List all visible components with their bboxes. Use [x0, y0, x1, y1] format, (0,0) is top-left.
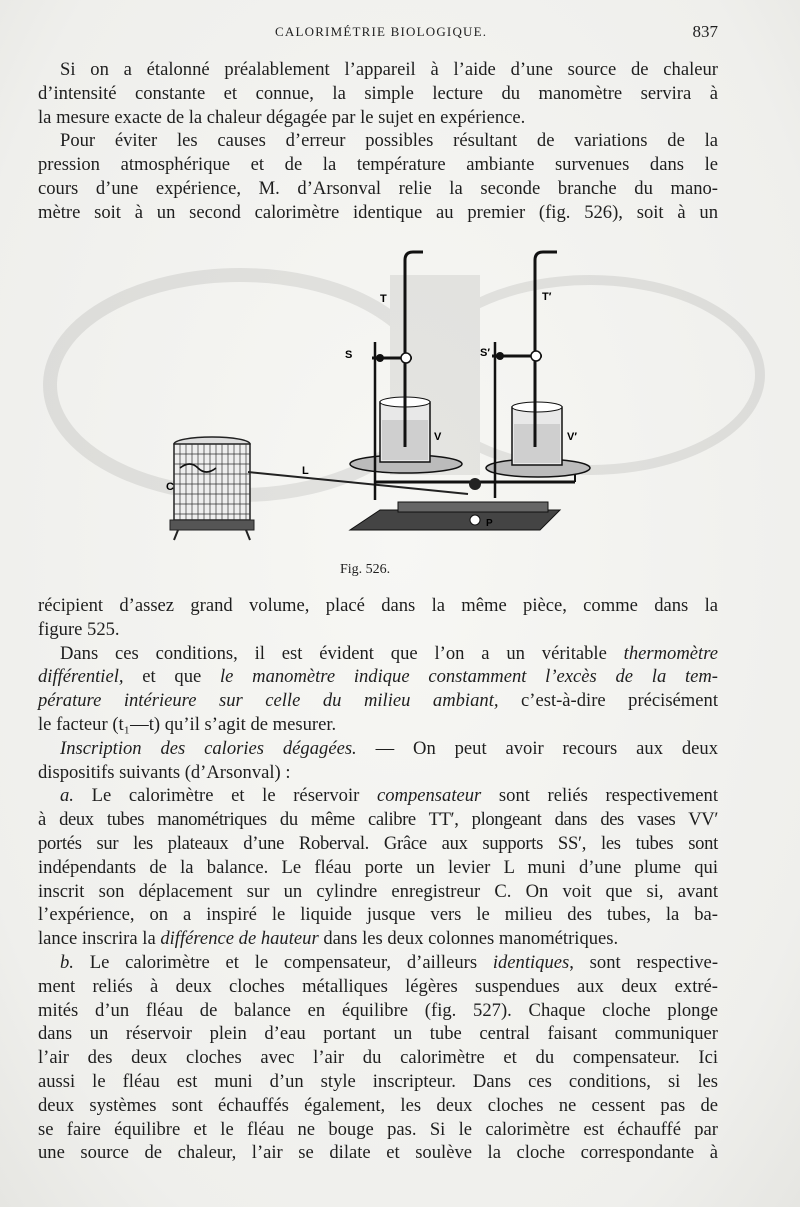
text-line: mètre soit à un second calorimètre identique au premier (fig. 526), soit à un	[38, 201, 718, 223]
lower-text-block	[38, 594, 718, 1165]
text-line: pression atmosphérique et de la température ambiante survenues dans le	[38, 154, 718, 176]
text-line: dans un réservoir plein d’eau portant un tube central faisant communiquer	[38, 1023, 718, 1045]
text-line: le facteur (t₁—t) qu’il s’agit de mesurer.	[38, 713, 337, 735]
recording-cylinder	[170, 437, 254, 540]
figure-526-apparatus	[150, 232, 670, 552]
text-line: mités d’un fléau de balance en équilibre (fig. 527). Chaque cloche plonge	[38, 999, 718, 1021]
label-S: S	[345, 349, 353, 361]
text-line: à deux tubes manométriques du même calibre TT′, plongeant dans des vases VV′	[38, 809, 718, 831]
text-line: aussi le fléau est muni d’un style inscripteur. Dans ces conditions, si les	[38, 1070, 718, 1092]
label-T-prime: T′	[542, 291, 552, 303]
label-P: P	[486, 518, 493, 529]
text-line: la mesure exacte de la chaleur dégagée par le sujet en expérience.	[38, 106, 526, 128]
figure-caption: Fig. 526.	[340, 562, 391, 577]
text-line: lance inscrira la différence de hauteur dans les deux colonnes manométriques.	[38, 928, 619, 950]
text-line: b. Le calorimètre et le compensateur, d’ailleurs identiques, sont respective-	[60, 951, 719, 973]
text-line: d’intensité constante et connue, la simple lecture du manomètre servira à	[38, 82, 718, 104]
text-line: se faire équilibre et le fléau ne bouge pas. Si le calorimètre est échauffé par	[38, 1118, 718, 1140]
text-line: Si on a étalonné préalablement l’appareil à l’aide d’une source de chaleur	[60, 59, 718, 80]
text-line: ment reliés à deux cloches métalliques légères suspendues aux deux extré-	[38, 975, 718, 997]
text-line: a. Le calorimètre et le réservoir compensateur sont reliés respectivement	[60, 785, 718, 807]
text-line: pérature intérieure sur celle du milieu ambiant, c’est-à-dire précisément	[38, 690, 718, 712]
text-line: dispositifs suivants (d’Arsonval) :	[38, 761, 291, 783]
label-T: T	[380, 293, 387, 305]
running-title: CALORIMÉTRIE BIOLOGIQUE.	[275, 24, 488, 39]
label-V-prime: V′	[567, 431, 577, 443]
label-C: C	[166, 481, 174, 493]
text-line: Inscription des calories dégagées. — On peut avoir recours aux deux	[60, 737, 718, 759]
text-line: inscrit son déplacement sur un cylindre enregistreur C. On voit que si, avant	[38, 880, 718, 902]
label-L: L	[302, 465, 309, 477]
text-line: une source de chaleur, l’air se dilate et soulève la cloche correspondante à	[38, 1142, 718, 1164]
text-line: indépendants de la balance. Le fléau porte un levier L muni d’une plume qui	[38, 856, 718, 878]
label-V: V	[434, 431, 442, 443]
top-text-block	[38, 58, 718, 225]
text-line: deux systèmes sont échauffés également, les deux cloches ne cessent pas de	[38, 1094, 718, 1116]
text-line: cours d’une expérience, M. d’Arsonval relie la seconde branche du mano-	[38, 177, 718, 199]
text-line: récipient d’assez grand volume, placé dans la même pièce, comme dans la	[38, 595, 718, 616]
text-line: l’air des deux cloches avec l’air du calorimètre et du compensateur. Ici	[38, 1047, 718, 1069]
page-header	[60, 22, 720, 46]
text-line: différentiel, et que le manomètre indique constamment l’excès de la tem-	[38, 666, 719, 688]
text-line: l’expérience, on a inspiré le liquide jusque vers le milieu des tubes, la ba-	[38, 904, 718, 926]
page-number: 837	[692, 22, 718, 41]
label-S-prime: S′	[480, 347, 490, 359]
text-line: portés sur les plateaux d’une Roberval. Grâce aux supports SS′, les tubes sont	[38, 832, 718, 854]
text-line: Pour éviter les causes d’erreur possibles résultant de variations de la	[60, 130, 718, 152]
text-line: figure 525.	[38, 618, 120, 640]
text-line: Dans ces conditions, il est évident que l’on a un véritable thermomètre	[60, 642, 718, 664]
